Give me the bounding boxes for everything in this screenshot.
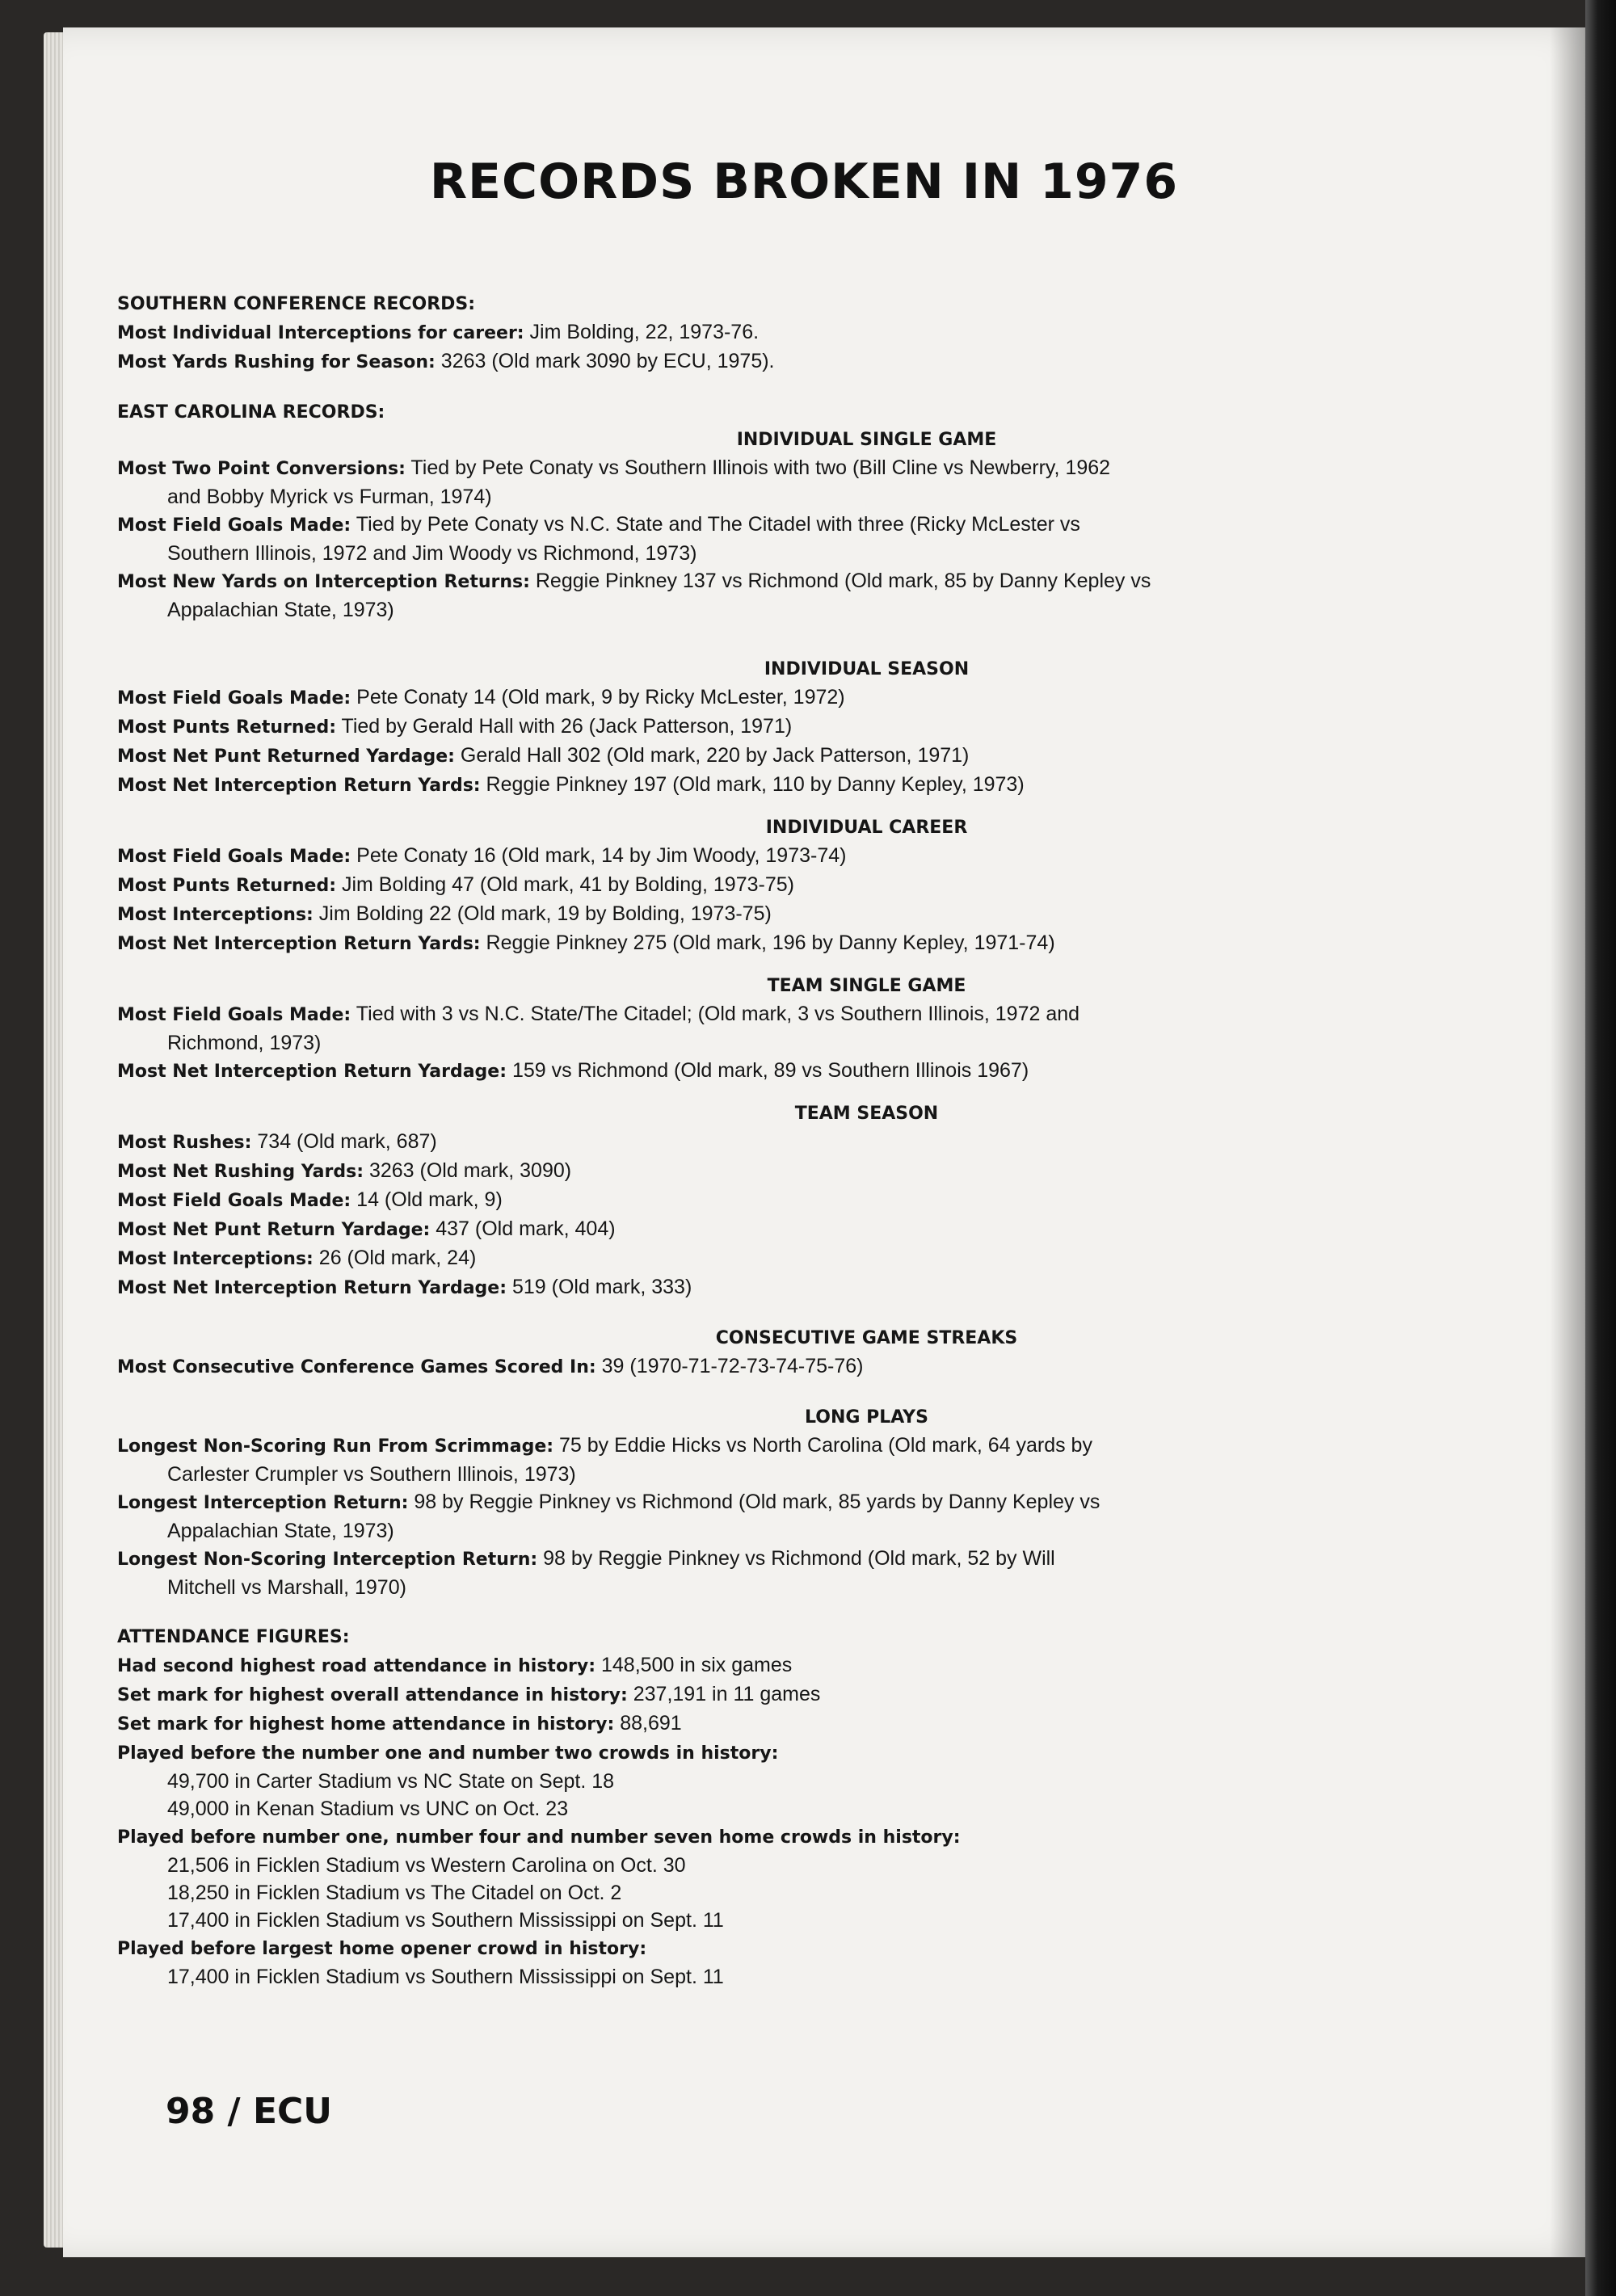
attendance-detail: 17,400 in Ficklen Stadium vs Southern Mississippi on Sept. 11 — [167, 1966, 724, 1988]
ecu-heading: EAST CAROLINA RECORDS: — [117, 402, 385, 423]
attendance-label: Played before number one, number four and number seven home crowds in history: — [117, 1827, 961, 1848]
record-label: Longest Interception Return: — [117, 1493, 409, 1513]
record-line — [117, 454, 1503, 483]
ind-single-game-heading: INDIVIDUAL SINGLE GAME — [736, 430, 997, 450]
attendance-detail: 18,250 in Ficklen Stadium vs The Citadel on Oct. 2 — [167, 1882, 622, 1904]
record-text: 437 (Old mark, 404) — [430, 1217, 616, 1240]
attendance-line — [117, 1709, 1503, 1739]
record-label: Most Field Goals Made: — [117, 847, 351, 867]
record-label: Longest Non-Scoring Interception Return: — [117, 1550, 538, 1570]
record-text: Gerald Hall 302 (Old mark, 220 by Jack Patterson, 1971) — [454, 744, 970, 767]
long-plays-heading: LONG PLAYS — [805, 1407, 928, 1428]
record-continuation: Carlester Crumpler vs Southern Illinois, 1973) — [167, 1463, 576, 1486]
record-label: Most Field Goals Made: — [117, 1005, 351, 1025]
southern-heading: SOUTHERN CONFERENCE RECORDS: — [117, 294, 476, 314]
record-line — [117, 1244, 1503, 1273]
attendance-line — [117, 1651, 1503, 1680]
record-line — [117, 318, 1503, 347]
record-label: Most Field Goals Made: — [117, 1191, 351, 1211]
attendance-label: Played before largest home opener crowd in history: — [117, 1939, 647, 1959]
record-text: Tied by Pete Conaty vs Southern Illinois with two (Bill Cline vs Newberry, 1962 — [405, 456, 1111, 479]
record-line — [117, 1057, 1503, 1086]
record-line — [117, 1000, 1503, 1029]
record-label: Most Field Goals Made: — [117, 515, 351, 536]
attendance-label: Set mark for highest home attendance in history: — [117, 1714, 615, 1735]
record-label: Most Net Punt Returned Yardage: — [117, 746, 455, 767]
record-text: 26 (Old mark, 24) — [313, 1247, 477, 1269]
attendance-label: Played before the number one and number two crowds in history: — [117, 1743, 779, 1764]
record-continuation: Richmond, 1973) — [167, 1032, 322, 1054]
record-text: 3263 (Old mark 3090 by ECU, 1975). — [435, 350, 775, 372]
record-label: Longest Non-Scoring Run From Scrimmage: — [117, 1436, 554, 1457]
record-continuation: and Bobby Myrick vs Furman, 1974) — [167, 486, 492, 508]
attendance-detail: 17,400 in Ficklen Stadium vs Southern Mississippi on Sept. 11 — [167, 1909, 724, 1932]
record-label: Most Net Interception Return Yards: — [117, 776, 481, 796]
record-continuation: Appalachian State, 1973) — [167, 599, 394, 621]
record-line — [117, 1215, 1503, 1244]
record-line — [117, 742, 1503, 771]
team-single-game-heading: TEAM SINGLE GAME — [767, 976, 966, 996]
book-spine-edge — [1585, 0, 1616, 2296]
record-text: Jim Bolding, 22, 1973-76. — [524, 321, 760, 343]
record-continuation: Southern Illinois, 1972 and Jim Woody vs Richmond, 1973) — [167, 542, 697, 565]
record-text: Pete Conaty 16 (Old mark, 14 by Jim Woody, 1973-74) — [351, 844, 847, 867]
record-label: Most Net Punt Return Yardage: — [117, 1220, 431, 1240]
attendance-label: Set mark for highest overall attendance in history: — [117, 1685, 628, 1705]
record-text: Tied with 3 vs N.C. State/The Citadel; (Old mark, 3 vs Southern Illinois, 1972 and — [351, 1003, 1080, 1025]
record-label: Most Consecutive Conference Games Scored In: — [117, 1357, 596, 1377]
record-label: Most Net Interception Return Yards: — [117, 934, 481, 954]
record-label: Most Net Interception Return Yardage: — [117, 1062, 507, 1082]
record-text: 159 vs Richmond (Old mark, 89 vs Southern Illinois 1967) — [507, 1059, 1029, 1082]
team-season-heading: TEAM SEASON — [794, 1104, 939, 1124]
record-line — [117, 567, 1503, 596]
record-line — [117, 1432, 1503, 1461]
record-text: Tied by Pete Conaty vs N.C. State and The Citadel with three (Ricky McLester vs — [351, 513, 1080, 536]
record-label: Most Rushes: — [117, 1133, 252, 1153]
record-label: Most Individual Interceptions for career: — [117, 323, 524, 343]
record-continuation: Mitchell vs Marshall, 1970) — [167, 1576, 406, 1599]
record-text: Reggie Pinkney 275 (Old mark, 196 by Danny Kepley, 1971-74) — [480, 931, 1055, 954]
record-label: Most Net Rushing Yards: — [117, 1162, 364, 1182]
record-line — [117, 771, 1503, 800]
ind-career-heading: INDIVIDUAL CAREER — [765, 818, 968, 838]
attendance-text: 88,691 — [614, 1712, 682, 1735]
record-line — [117, 1186, 1503, 1215]
record-line — [117, 511, 1503, 540]
record-label: Most Net Interception Return Yardage: — [117, 1278, 507, 1298]
record-text: 14 (Old mark, 9) — [351, 1188, 503, 1211]
record-text: 98 by Reggie Pinkney vs Richmond (Old mark, 85 yards by Danny Kepley vs — [408, 1491, 1100, 1513]
record-text: 519 (Old mark, 333) — [507, 1276, 692, 1298]
page-folio: 98 / ECU — [166, 2091, 333, 2132]
record-line — [117, 1157, 1503, 1186]
record-line — [117, 900, 1503, 929]
record-line — [117, 929, 1503, 958]
attendance-label: Had second highest road attendance in history: — [117, 1656, 596, 1676]
record-line — [117, 1545, 1503, 1574]
record-line — [117, 683, 1503, 713]
record-label: Most Punts Returned: — [117, 717, 337, 738]
record-label: Most Punts Returned: — [117, 876, 337, 896]
record-line — [117, 842, 1503, 871]
record-line — [117, 871, 1503, 900]
record-text: Tied by Gerald Hall with 26 (Jack Patterson, 1971) — [336, 715, 793, 738]
record-text: Pete Conaty 14 (Old mark, 9 by Ricky McLester, 1972) — [351, 686, 845, 709]
record-text: 39 (1970-71-72-73-74-75-76) — [595, 1355, 864, 1377]
record-text: Jim Bolding 22 (Old mark, 19 by Bolding, 1973-75) — [313, 902, 772, 925]
attendance-text: 148,500 in six games — [595, 1654, 793, 1676]
record-label: Most Interceptions: — [117, 1249, 314, 1269]
attendance-line — [117, 1739, 1503, 1768]
page-title: RECORDS BROKEN IN 1976 — [429, 153, 1179, 210]
record-text: 3263 (Old mark, 3090) — [364, 1159, 572, 1182]
record-line — [117, 1488, 1503, 1517]
attendance-detail: 21,506 in Ficklen Stadium vs Western Carolina on Oct. 30 — [167, 1854, 686, 1877]
record-text: 75 by Eddie Hicks vs North Carolina (Old mark, 64 yards by — [553, 1434, 1092, 1457]
attendance-text: 237,191 in 11 games — [627, 1683, 821, 1705]
record-label: Most Field Goals Made: — [117, 688, 351, 709]
attendance-line — [117, 1934, 1503, 1963]
record-text: Reggie Pinkney 137 vs Richmond (Old mark, 85 by Danny Kepley vs — [529, 570, 1151, 592]
attendance-detail: 49,700 in Carter Stadium vs NC State on Sept. 18 — [167, 1770, 615, 1793]
ind-season-heading: INDIVIDUAL SEASON — [764, 659, 970, 679]
record-line — [117, 1273, 1503, 1302]
record-line — [117, 1352, 1503, 1381]
records-body — [117, 291, 1503, 1991]
record-label: Most Yards Rushing for Season: — [117, 352, 436, 372]
attendance-heading: ATTENDANCE FIGURES: — [117, 1627, 350, 1647]
record-line — [117, 713, 1503, 742]
record-line — [117, 347, 1503, 376]
record-label: Most Two Point Conversions: — [117, 459, 406, 479]
record-line — [117, 1128, 1503, 1157]
record-text: Jim Bolding 47 (Old mark, 41 by Bolding, 1973-75) — [336, 873, 794, 896]
streaks-heading: CONSECUTIVE GAME STREAKS — [715, 1328, 1018, 1348]
record-text: 98 by Reggie Pinkney vs Richmond (Old mark, 52 by Will — [537, 1547, 1055, 1570]
attendance-line — [117, 1680, 1503, 1709]
attendance-detail: 49,000 in Kenan Stadium vs UNC on Oct. 23 — [167, 1798, 569, 1820]
record-text: 734 (Old mark, 687) — [251, 1130, 437, 1153]
attendance-line — [117, 1823, 1503, 1852]
record-continuation: Appalachian State, 1973) — [167, 1520, 394, 1542]
record-label: Most Interceptions: — [117, 905, 314, 925]
record-text: Reggie Pinkney 197 (Old mark, 110 by Danny Kepley, 1973) — [480, 773, 1025, 796]
record-label: Most New Yards on Interception Returns: — [117, 572, 530, 592]
